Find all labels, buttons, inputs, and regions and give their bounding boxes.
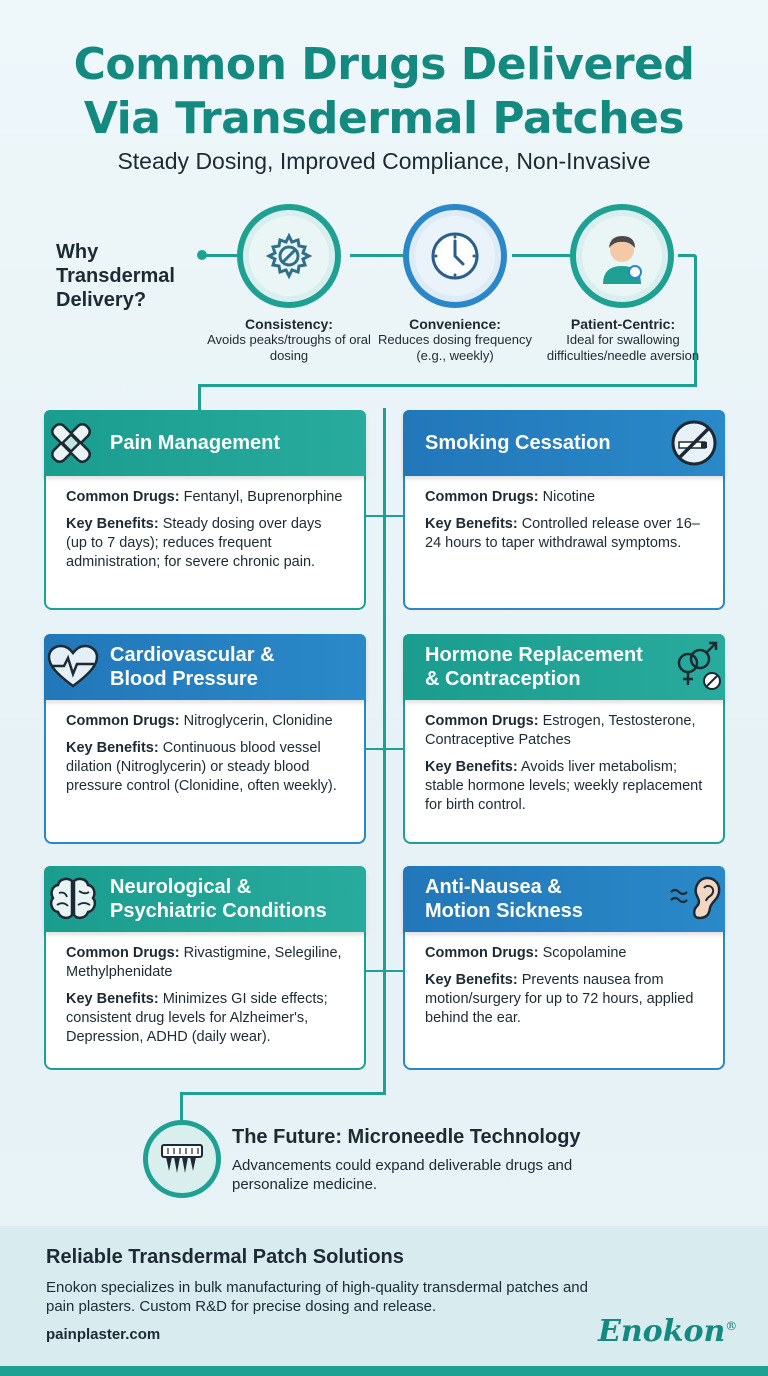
future-text: Advancements could expand deliverable drugs and personalize medicine.: [232, 1157, 573, 1193]
card-body: [403, 476, 725, 610]
brand-name: Enokon: [598, 1314, 726, 1349]
drugs-value: Estrogen, Testosterone, Contraceptive Patches: [425, 713, 696, 748]
card-header: [403, 410, 725, 476]
card-title: [425, 634, 643, 700]
why-heading: [56, 240, 206, 312]
benefits-label: Key Benefits:: [66, 740, 159, 756]
branch-line: [386, 748, 403, 750]
heartbeat-icon: [46, 640, 100, 694]
card-title-line: Psychiatric Conditions: [110, 900, 327, 922]
benefits-label: Key Benefits:: [425, 972, 518, 988]
benefit-title: Convenience:: [409, 316, 501, 332]
card-body: [44, 700, 366, 844]
benefits-label: Key Benefits:: [66, 991, 159, 1007]
benefits-label: Key Benefits:: [425, 759, 518, 775]
branch-line: [366, 748, 383, 750]
card-title: [425, 866, 583, 932]
benefit-text: Ideal for swallowing difficulties/needle aversion: [546, 332, 700, 363]
card-header: [403, 634, 725, 700]
footer-text: Enokon specializes in bulk manufacturing of high-quality transdermal patches and pain plasters. Custom R&D for precise dosing and release.: [46, 1279, 588, 1315]
why-line-3: Delivery?: [56, 289, 147, 311]
branch-line: [180, 1092, 183, 1122]
footer-title: Reliable Transdermal Patch Solutions: [46, 1246, 404, 1268]
central-connector: [383, 408, 386, 1094]
brand-mark: ®: [725, 1319, 738, 1333]
card-body: [44, 932, 366, 1070]
connector-line: [350, 254, 408, 257]
page-title: [0, 38, 768, 146]
drugs-label: Common Drugs:: [425, 489, 539, 505]
card-title-line: Neurological &: [110, 876, 252, 898]
card-header: [44, 634, 366, 700]
drugs-label: Common Drugs:: [425, 713, 539, 729]
benefits-value: Steady dosing over days (up to 7 days); reduces frequent administration; for severe chronic pain.: [66, 516, 322, 570]
brain-icon: [46, 872, 100, 926]
drugs-label: Common Drugs:: [66, 945, 180, 961]
card-title-line: Hormone Replacement: [425, 644, 643, 666]
card-header: [44, 866, 366, 932]
benefit-title: Consistency:: [245, 316, 333, 332]
card-header: [44, 410, 366, 476]
branch-line: [366, 970, 383, 972]
benefits-label: Key Benefits:: [425, 516, 518, 532]
ear-icon: [669, 872, 723, 926]
page-subtitle: Steady Dosing, Improved Compliance, Non-Invasive: [117, 148, 651, 174]
card-title-line: Blood Pressure: [110, 668, 258, 690]
branch-line: [386, 970, 403, 972]
benefits-value: Controlled release over 16–24 hours to taper withdrawal symptoms.: [425, 516, 700, 551]
title-line-2: Via Transdermal Patches: [83, 93, 685, 144]
future-title: The Future: Microneedle Technology: [232, 1126, 581, 1148]
connector-line: [198, 384, 697, 387]
benefit-convenience: [370, 316, 540, 364]
card-anti-nausea: [403, 866, 725, 1070]
benefits-label: Key Benefits:: [66, 516, 159, 532]
card-cardiovascular: [44, 634, 366, 844]
card-title-line: Anti-Nausea &: [425, 876, 562, 898]
clock-icon: [428, 229, 482, 283]
future-circle: [143, 1120, 221, 1198]
convenience-circle: [403, 204, 507, 308]
why-line-1: Why: [56, 241, 99, 263]
card-title: Pain Management: [110, 432, 281, 454]
branch-line: [386, 515, 403, 517]
connector-line: [678, 254, 694, 257]
patient-centric-circle: [570, 204, 674, 308]
card-pain-management: [44, 410, 366, 610]
connector-line: [512, 254, 574, 257]
card-header: [403, 866, 725, 932]
benefit-text: Avoids peaks/troughs of oral dosing: [207, 332, 371, 363]
card-title: [110, 634, 275, 700]
benefit-text: Reduces dosing frequency (e.g., weekly): [378, 332, 532, 363]
benefits-value: Continuous blood vessel dilation (Nitroglycerin) or steady blood pressure control (Clonidine, often weekly).: [66, 740, 337, 794]
card-title: Smoking Cessation: [425, 432, 611, 454]
consistency-circle: [237, 204, 341, 308]
connector-line: [198, 384, 201, 410]
no-smoking-icon: [667, 416, 721, 470]
card-neurological: [44, 866, 366, 1070]
card-title: [110, 866, 327, 932]
drugs-label: Common Drugs:: [425, 945, 539, 961]
drugs-value: Nicotine: [538, 489, 596, 505]
drugs-value: Scopolamine: [538, 945, 627, 961]
card-body: [403, 932, 725, 1070]
gear-icon: [263, 230, 315, 282]
benefit-title: Patient-Centric:: [570, 316, 676, 332]
card-body: [44, 476, 366, 610]
footer-url-link[interactable]: painplaster.com: [46, 1326, 161, 1343]
why-line-2: Transdermal: [56, 265, 175, 287]
branch-line: [366, 515, 383, 517]
card-hormone-replacement: [403, 634, 725, 844]
card-body: [403, 700, 725, 844]
drugs-value: Nitroglycerin, Clonidine: [179, 713, 333, 729]
drugs-label: Common Drugs:: [66, 489, 180, 505]
patient-icon: [595, 228, 649, 284]
benefit-consistency: [204, 316, 374, 364]
drugs-value: Fentanyl, Buprenorphine: [179, 489, 343, 505]
drugs-label: Common Drugs:: [66, 713, 180, 729]
card-title-line: Cardiovascular &: [110, 644, 275, 666]
title-line-1: Common Drugs Delivered: [73, 39, 695, 90]
footer-accent-bar: [0, 1366, 768, 1376]
gender-symbols-icon: [671, 640, 725, 694]
brand-logo: [598, 1314, 737, 1349]
card-smoking-cessation: [403, 410, 725, 610]
benefits-value: Avoids liver metabolism; stable hormone levels; weekly replacement for birth control.: [425, 759, 703, 813]
drugs-value: Rivastigmine, Selegiline, Methylphenidate: [66, 945, 342, 980]
microneedle-icon: [158, 1139, 206, 1179]
benefits-value: Minimizes GI side effects; consistent drug levels for Alzheimer's, Depression, ADHD (daily wear).: [66, 991, 328, 1045]
card-title-line: & Contraception: [425, 668, 581, 690]
branch-line: [180, 1092, 386, 1095]
bandage-icon: [44, 416, 98, 470]
card-title-line: Motion Sickness: [425, 900, 583, 922]
benefit-patient-centric: [538, 316, 708, 364]
benefits-value: Prevents nausea from motion/surgery for up to 72 hours, applied behind the ear.: [425, 972, 694, 1026]
